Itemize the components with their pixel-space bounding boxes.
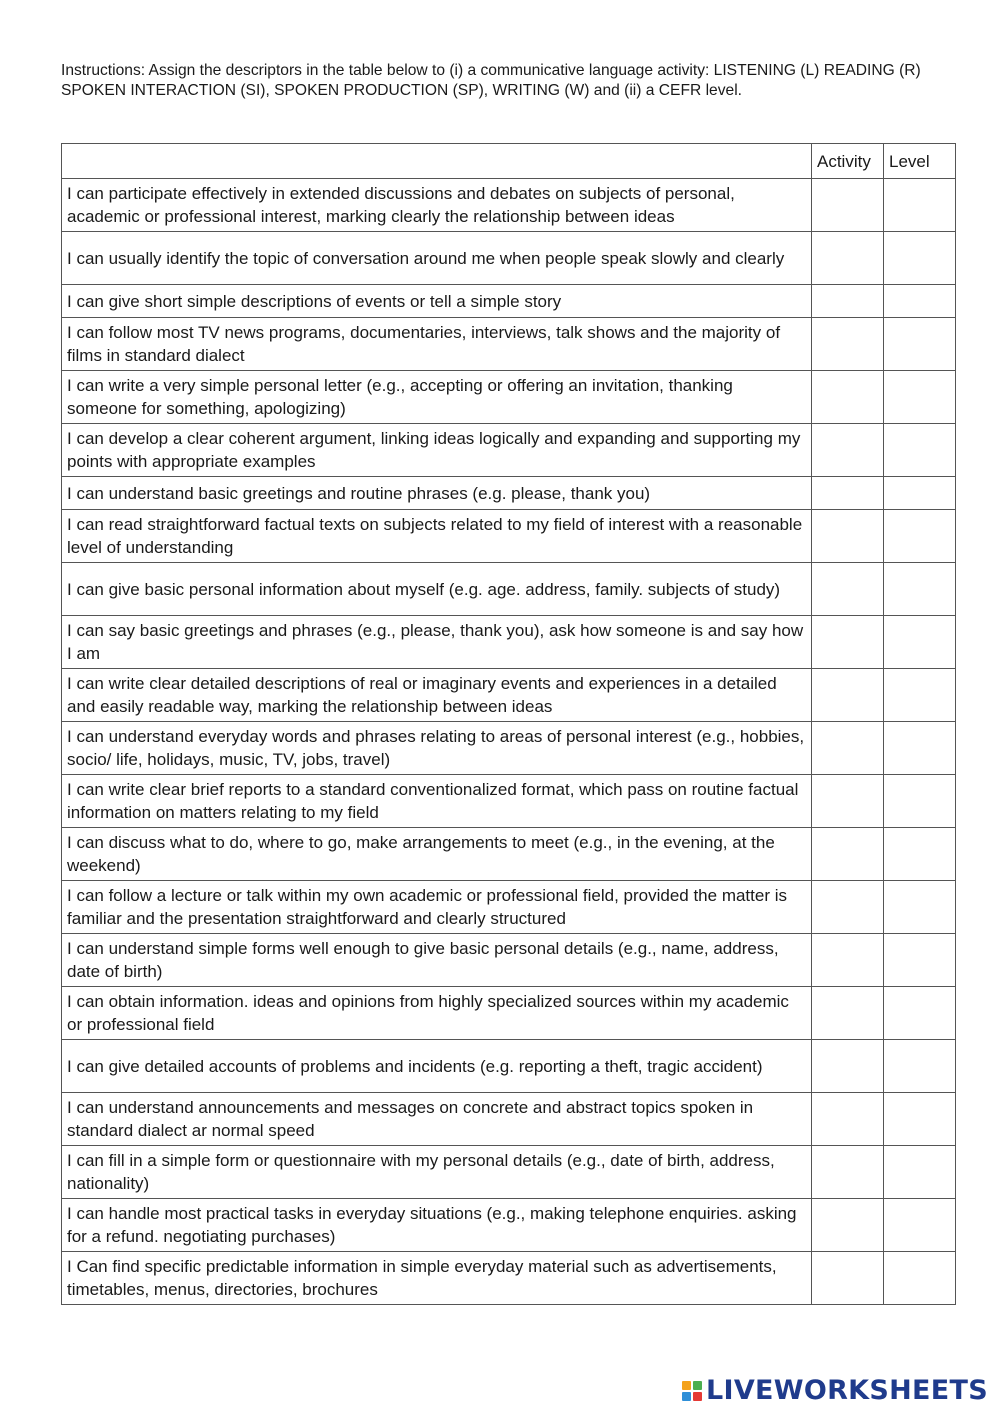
activity-answer-cell[interactable] <box>812 563 884 616</box>
table-row <box>62 1093 956 1146</box>
activity-answer-cell[interactable] <box>812 722 884 775</box>
descriptor-text: I can follow most TV news programs, documentaries, interviews, talk shows and the majority of films in standard dialect <box>62 318 812 371</box>
table-row <box>62 424 956 477</box>
level-answer-cell[interactable] <box>884 477 956 510</box>
level-answer-cell[interactable] <box>884 722 956 775</box>
level-answer-cell[interactable] <box>884 232 956 285</box>
table-header-row <box>62 144 956 179</box>
table-row <box>62 1040 956 1093</box>
table-row <box>62 1199 956 1252</box>
table-row <box>62 510 956 563</box>
level-answer-cell[interactable] <box>884 1040 956 1093</box>
table-row <box>62 828 956 881</box>
descriptor-text: I can write clear brief reports to a standard conventionalized format, which pass on routine factual information on matters relating to my field <box>62 775 812 828</box>
level-answer-cell[interactable] <box>884 987 956 1040</box>
table-row <box>62 934 956 987</box>
activity-answer-cell[interactable] <box>812 318 884 371</box>
liveworksheets-logo-icon <box>682 1381 702 1401</box>
table-row <box>62 616 956 669</box>
descriptor-text: I can understand everyday words and phrases relating to areas of personal interest (e.g., hobbies, socio/ life, holidays, music, TV, jobs, travel) <box>62 722 812 775</box>
liveworksheets-brand <box>682 1376 988 1406</box>
activity-answer-cell[interactable] <box>812 934 884 987</box>
activity-answer-cell[interactable] <box>812 1252 884 1305</box>
descriptor-text: I Can find specific predictable information in simple everyday material such as advertisements, timetables, menus, directories, brochures <box>62 1252 812 1305</box>
activity-answer-cell[interactable] <box>812 1146 884 1199</box>
activity-answer-cell[interactable] <box>812 477 884 510</box>
activity-answer-cell[interactable] <box>812 828 884 881</box>
level-answer-cell[interactable] <box>884 881 956 934</box>
level-answer-cell[interactable] <box>884 1146 956 1199</box>
table-row <box>62 285 956 318</box>
level-answer-cell[interactable] <box>884 318 956 371</box>
level-answer-cell[interactable] <box>884 828 956 881</box>
level-answer-cell[interactable] <box>884 934 956 987</box>
descriptor-text: I can participate effectively in extended discussions and debates on subjects of personal, academic or professional interest, marking clearly the relationship between ideas <box>62 179 812 232</box>
level-answer-cell[interactable] <box>884 510 956 563</box>
descriptor-text: I can give short simple descriptions of events or tell a simple story <box>62 285 812 318</box>
descriptor-text: I can read straightforward factual texts on subjects related to my field of interest with a reasonable level of understanding <box>62 510 812 563</box>
descriptor-text: I can give detailed accounts of problems and incidents (e.g. reporting a theft, tragic accident) <box>62 1040 812 1093</box>
activity-column-header: Activity <box>812 144 884 179</box>
table-row <box>62 775 956 828</box>
activity-answer-cell[interactable] <box>812 616 884 669</box>
descriptor-column-header <box>62 144 812 179</box>
level-answer-cell[interactable] <box>884 1093 956 1146</box>
activity-answer-cell[interactable] <box>812 232 884 285</box>
descriptor-text: I can handle most practical tasks in everyday situations (e.g., making telephone enquiries. asking for a refund. negotiating purchases) <box>62 1199 812 1252</box>
table-row <box>62 669 956 722</box>
table-row <box>62 563 956 616</box>
descriptor-text: I can understand announcements and messages on concrete and abstract topics spoken in standard dialect ar normal speed <box>62 1093 812 1146</box>
level-answer-cell[interactable] <box>884 669 956 722</box>
level-answer-cell[interactable] <box>884 285 956 318</box>
brand-wordmark: LIVEWORKSHEETS <box>705 1375 988 1406</box>
activity-answer-cell[interactable] <box>812 881 884 934</box>
level-answer-cell[interactable] <box>884 775 956 828</box>
level-answer-cell[interactable] <box>884 563 956 616</box>
table-row <box>62 371 956 424</box>
descriptor-text: I can say basic greetings and phrases (e.g., please, thank you), ask how someone is and say how I am <box>62 616 812 669</box>
descriptor-table <box>61 143 956 1305</box>
activity-answer-cell[interactable] <box>812 1040 884 1093</box>
activity-answer-cell[interactable] <box>812 1199 884 1252</box>
descriptor-text: I can write clear detailed descriptions of real or imaginary events and experiences in a detailed and easily readable way, marking the relationship between ideas <box>62 669 812 722</box>
level-answer-cell[interactable] <box>884 616 956 669</box>
activity-answer-cell[interactable] <box>812 510 884 563</box>
descriptor-text: I can write a very simple personal letter (e.g., accepting or offering an invitation, thanking someone for something, apologizing) <box>62 371 812 424</box>
activity-answer-cell[interactable] <box>812 1093 884 1146</box>
descriptor-text: I can fill in a simple form or questionnaire with my personal details (e.g., date of birth, address, nationality) <box>62 1146 812 1199</box>
descriptor-text: I can develop a clear coherent argument, linking ideas logically and expanding and supporting my points with appropriate examples <box>62 424 812 477</box>
descriptor-text: I can obtain information. ideas and opinions from highly specialized sources within my academic or professional field <box>62 987 812 1040</box>
table-row <box>62 1252 956 1305</box>
activity-answer-cell[interactable] <box>812 179 884 232</box>
table-row <box>62 987 956 1040</box>
descriptor-text: I can usually identify the topic of conversation around me when people speak slowly and clearly <box>62 232 812 285</box>
table-row <box>62 881 956 934</box>
level-answer-cell[interactable] <box>884 424 956 477</box>
table-row <box>62 179 956 232</box>
descriptor-text: I can discuss what to do, where to go, make arrangements to meet (e.g., in the evening, at the weekend) <box>62 828 812 881</box>
activity-answer-cell[interactable] <box>812 424 884 477</box>
activity-answer-cell[interactable] <box>812 987 884 1040</box>
level-answer-cell[interactable] <box>884 179 956 232</box>
instructions-text: Instructions: Assign the descriptors in the table below to (i) a communicative language activity: LISTENING (L) READING (R) SPOKEN INTERACTION (SI), SPOKEN PRODUCTION (SP), WRITING (W) and (ii) a CEFR level. <box>61 62 921 99</box>
descriptor-text: I can understand basic greetings and routine phrases (e.g. please, thank you) <box>62 477 812 510</box>
descriptor-text: I can follow a lecture or talk within my own academic or professional field, provided the matter is familiar and the presentation straightforward and clearly structured <box>62 881 812 934</box>
activity-answer-cell[interactable] <box>812 285 884 318</box>
activity-answer-cell[interactable] <box>812 371 884 424</box>
descriptor-text: I can understand simple forms well enough to give basic personal details (e.g., name, address, date of birth) <box>62 934 812 987</box>
level-answer-cell[interactable] <box>884 1252 956 1305</box>
activity-answer-cell[interactable] <box>812 669 884 722</box>
level-answer-cell[interactable] <box>884 1199 956 1252</box>
descriptor-text: I can give basic personal information about myself (e.g. age. address, family. subjects of study) <box>62 563 812 616</box>
table-row <box>62 1146 956 1199</box>
activity-answer-cell[interactable] <box>812 775 884 828</box>
level-column-header: Level <box>884 144 956 179</box>
table-row <box>62 318 956 371</box>
level-answer-cell[interactable] <box>884 371 956 424</box>
table-row <box>62 232 956 285</box>
table-row <box>62 477 956 510</box>
table-row <box>62 722 956 775</box>
